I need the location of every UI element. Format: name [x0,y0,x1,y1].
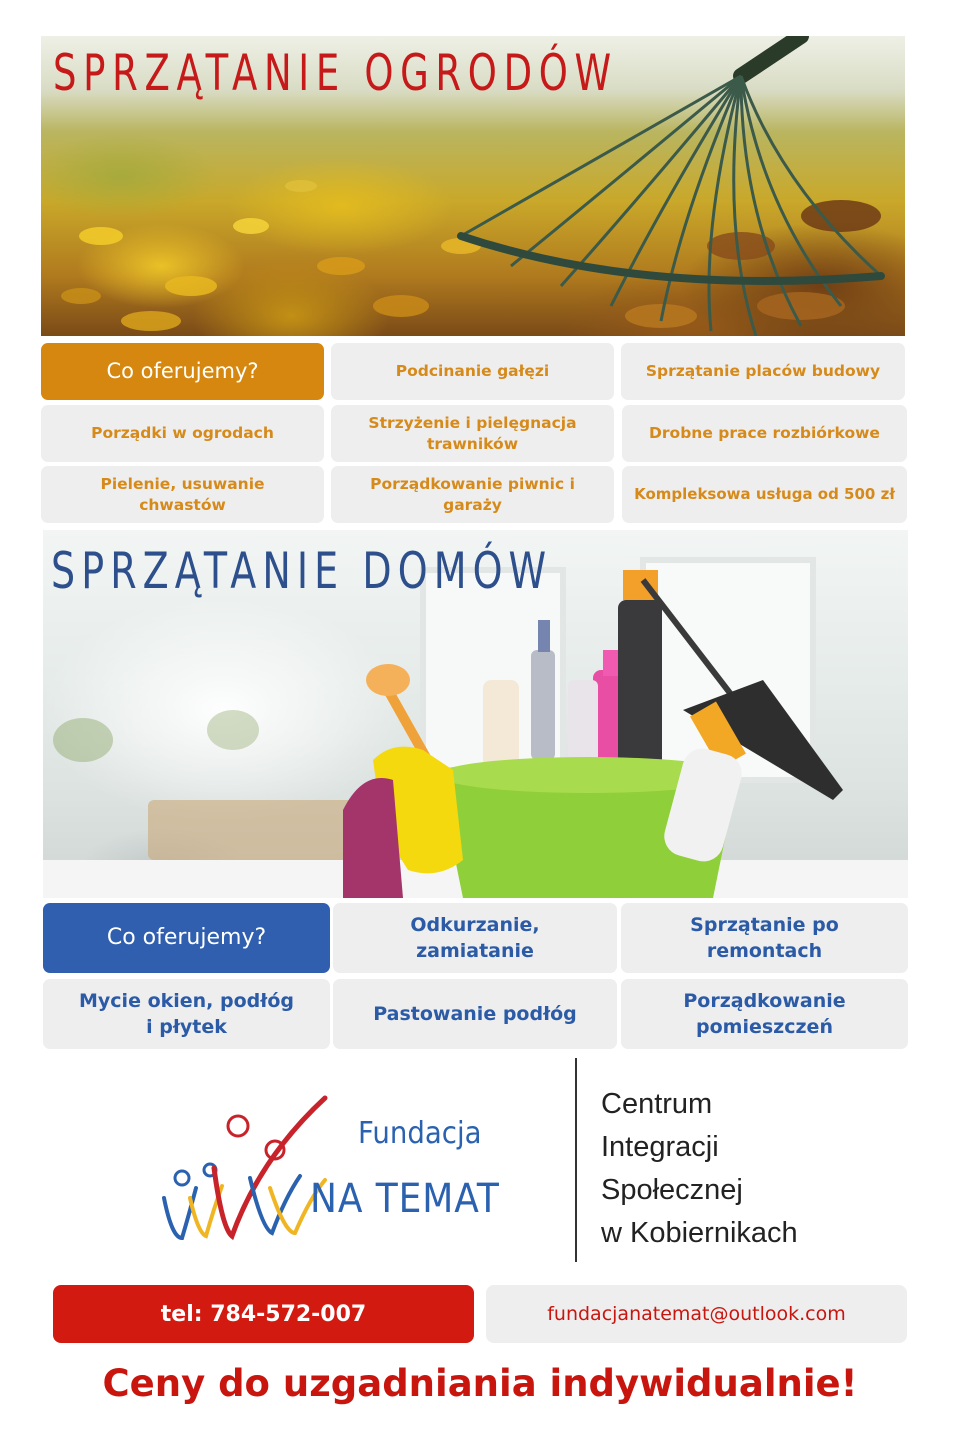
home-title: SPRZĄTANIE DOMÓW [51,542,553,600]
centre-name-line: Społecznej [601,1174,743,1206]
centre-name [601,1083,901,1255]
logo-word-na-temat: NA TEMAT [310,1176,500,1222]
garden-hero-image [41,36,905,336]
home-offer-item: Sprzątanie po remontach [621,903,908,973]
home-offer-item: Pastowanie podłóg [333,979,617,1049]
foundation-logo [150,1068,560,1258]
garden-offer-item: Drobne prace rozbiórkowe [622,405,907,462]
home-offer-heading: Co oferujemy? [43,903,330,973]
centre-name-line: Centrum [601,1088,713,1120]
centre-name-line: Integracji [601,1131,719,1163]
prices-note: Ceny do uzgadniania indywidualnie! [102,1362,858,1405]
garden-offer-item: Porządkowanie piwnic i garaży [331,466,614,523]
phone-button[interactable]: tel: 784-572-007 [53,1285,474,1343]
email-button[interactable]: fundacjanatemat@outlook.com [486,1285,907,1343]
garden-offer-heading: Co oferujemy? [41,343,324,400]
home-offer-item: Odkurzanie, zamiatanie [333,903,617,973]
divider [575,1058,577,1262]
home-offer-item: Mycie okien, podłóg i płytek [43,979,330,1049]
centre-name-line: w Kobiernikach [601,1217,798,1249]
garden-offer-item: Sprzątanie placów budowy [621,343,905,400]
home-offer-item: Porządkowanie pomieszczeń [621,979,908,1049]
logo-word-fundacja: Fundacja [358,1116,482,1151]
garden-offer-item: Podcinanie gałęzi [331,343,614,400]
people-figures-icon [150,1068,560,1258]
home-hero-image [43,530,908,898]
garden-offer-item: Strzyżenie i pielęgnacja trawników [331,405,614,462]
garden-offer-item: Porządki w ogrodach [41,405,324,462]
garden-offer-item: Pielenie, usuwanie chwastów [41,466,324,523]
garden-title: SPRZĄTANIE OGRODÓW [53,44,618,102]
garden-offer-item: Kompleksowa usługa od 500 zł [622,466,907,523]
